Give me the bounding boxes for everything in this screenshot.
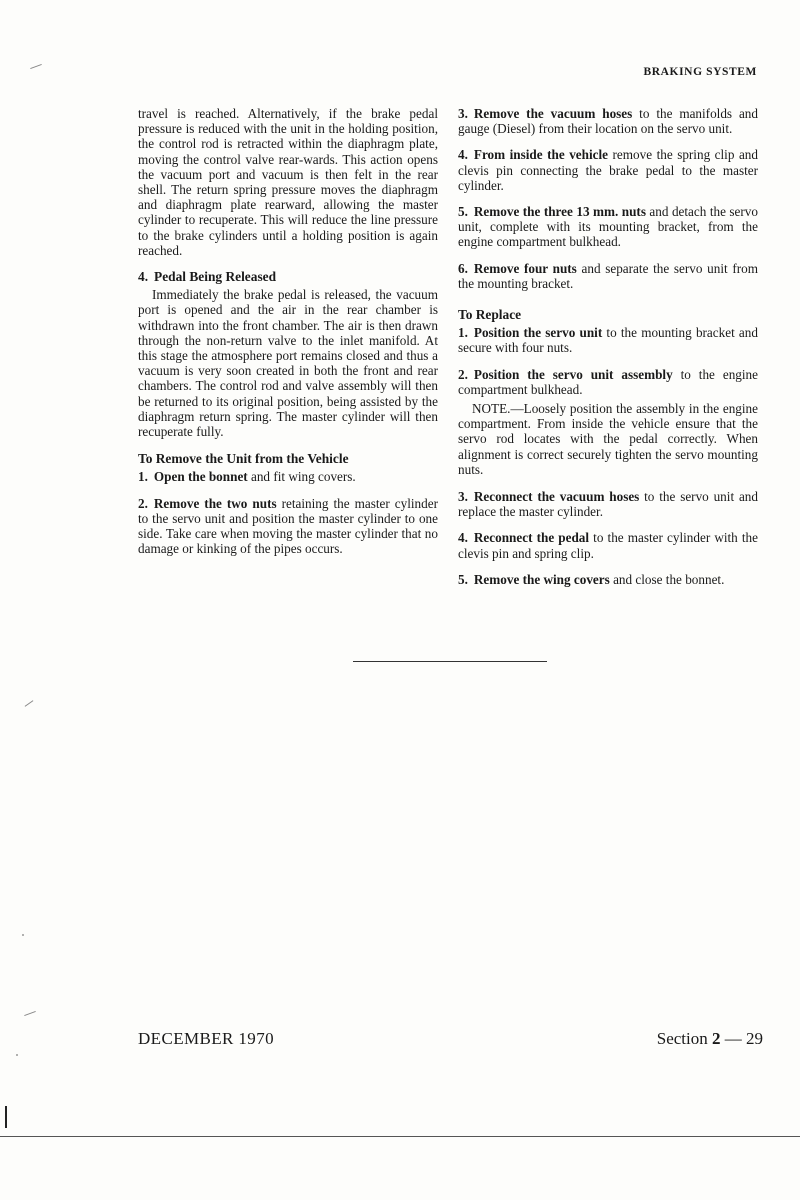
step-lead: Open the bonnet	[153, 469, 248, 485]
scan-mark	[25, 700, 34, 707]
step-lead: Reconnect the pedal	[473, 530, 590, 546]
remove-step	[458, 106, 758, 136]
step-text: and fit wing covers.	[247, 469, 356, 485]
remove-unit-heading: To Remove the Unit from the Vehicle	[138, 451, 349, 467]
step-lead: Position the servo unit assembly	[473, 366, 673, 382]
remove-step	[138, 469, 438, 484]
remove-step	[458, 204, 758, 250]
step-lead: Remove the three 13 mm. nuts	[473, 204, 646, 220]
step-lead: From inside the vehicle	[473, 147, 609, 163]
step-number: 6.	[458, 260, 468, 276]
scan-mark	[5, 1106, 7, 1128]
section-4-title: Pedal Being Released	[154, 269, 277, 285]
footer-page-ref	[657, 1029, 763, 1049]
footer-section-label: Section	[656, 1029, 708, 1048]
step-lead: Remove four nuts	[473, 260, 577, 276]
step-text: retaining the master cylinder to the servo unit and position the master cylinder to one side. Take care when moving the master cylinder that no damage or kinking of the pipes occurs.	[138, 495, 438, 557]
replace-step	[458, 572, 758, 587]
scan-mark	[30, 64, 42, 69]
scan-speck	[16, 1054, 18, 1056]
replace-step	[458, 367, 758, 397]
footer-page-number: 29	[746, 1029, 763, 1048]
step-text: and separate the servo unit from the mounting bracket.	[458, 260, 759, 291]
step-number: 4.	[458, 530, 468, 546]
section-divider	[353, 661, 547, 662]
step-text: to the servo unit and replace the master cylinder.	[458, 489, 758, 520]
intro-paragraph: travel is reached. Alternatively, if the brake pedal pressure is reduced with the unit in the holding position, the control rod is retracted within the diaphragm plate, moving the control valve rear-wards. This action opens the vacuum port and vacuum is then felt in the rear shell. The return spring pressure moves the diaphragm and diaphragm plate rearward, allowing the master cylinder to recuperate. This will reduce the line pressure to the brake cylinders until a holding position is again reached.	[138, 106, 438, 258]
step-number: 3.	[458, 106, 468, 121]
step-text: to the manifolds and gauge (Diesel) from their location on the servo unit.	[458, 106, 758, 137]
step-lead: Remove the wing covers	[473, 571, 610, 587]
bottom-scan-rule	[0, 1136, 800, 1137]
step-lead: Remove the vacuum hoses	[473, 106, 633, 121]
scan-speck	[22, 934, 24, 936]
step-number: 1.	[458, 325, 468, 341]
left-column	[138, 106, 438, 567]
step-text: and detach the servo unit, complete with its mounting bracket, from the engine compartment bulkhead.	[458, 204, 758, 250]
step-number: 2.	[458, 366, 468, 382]
step-number: 5.	[458, 204, 468, 220]
step-number: 1.	[138, 469, 148, 485]
section-4-body: Immediately the brake pedal is released, the vacuum port is opened and the air in the rear chamber is withdrawn into the front chamber. The air is then drawn through the non-return valve to the inlet manifold. At this stage the atmosphere port remains closed and thus a vacuum is very soon created in both the front and rear chambers. The control rod and valve assembly will then be returned to its original position, being assisted by the diaphragm return spring. The master cylinder will then recuperate fully.	[138, 287, 438, 440]
remove-step	[138, 496, 438, 557]
step-number: 4.	[458, 147, 468, 163]
section-4-heading	[138, 269, 438, 284]
footer-section-number: 2	[712, 1029, 721, 1048]
replace-step	[458, 489, 758, 519]
step-text: to the mounting bracket and secure with four nuts.	[458, 325, 758, 356]
step-text: remove the spring clip and clevis pin connecting the brake pedal to the master cylinder.	[458, 147, 758, 193]
replace-step	[458, 530, 758, 560]
remove-step	[458, 261, 758, 291]
step-number: 3.	[458, 489, 468, 505]
step-number: 5.	[458, 571, 468, 587]
section-4-number: 4.	[138, 269, 149, 285]
replace-step	[458, 325, 758, 355]
step-text: and close the bonnet.	[609, 571, 725, 587]
replace-heading: To Replace	[458, 307, 522, 323]
step-lead: Remove the two nuts	[153, 495, 277, 511]
step-number: 2.	[138, 495, 148, 511]
note-paragraph: NOTE.—Loosely position the assembly in the engine compartment. From inside the vehicle ensure that the servo rod locates with the pedal correctly. When alignment is correct securely tighten the servo mounting nuts.	[458, 401, 758, 477]
footer-separator: —	[724, 1029, 742, 1048]
running-header: BRAKING SYSTEM	[643, 66, 757, 78]
right-column	[458, 106, 758, 598]
footer-date: DECEMBER 1970	[138, 1029, 275, 1048]
scan-mark	[24, 1011, 36, 1016]
step-text: to the master cylinder with the clevis pin and spring clip.	[458, 530, 758, 561]
remove-step	[458, 147, 758, 193]
step-lead: Reconnect the vacuum hoses	[473, 489, 640, 505]
step-lead: Position the servo unit	[473, 325, 603, 341]
step-text: to the engine compartment bulkhead.	[458, 366, 758, 397]
